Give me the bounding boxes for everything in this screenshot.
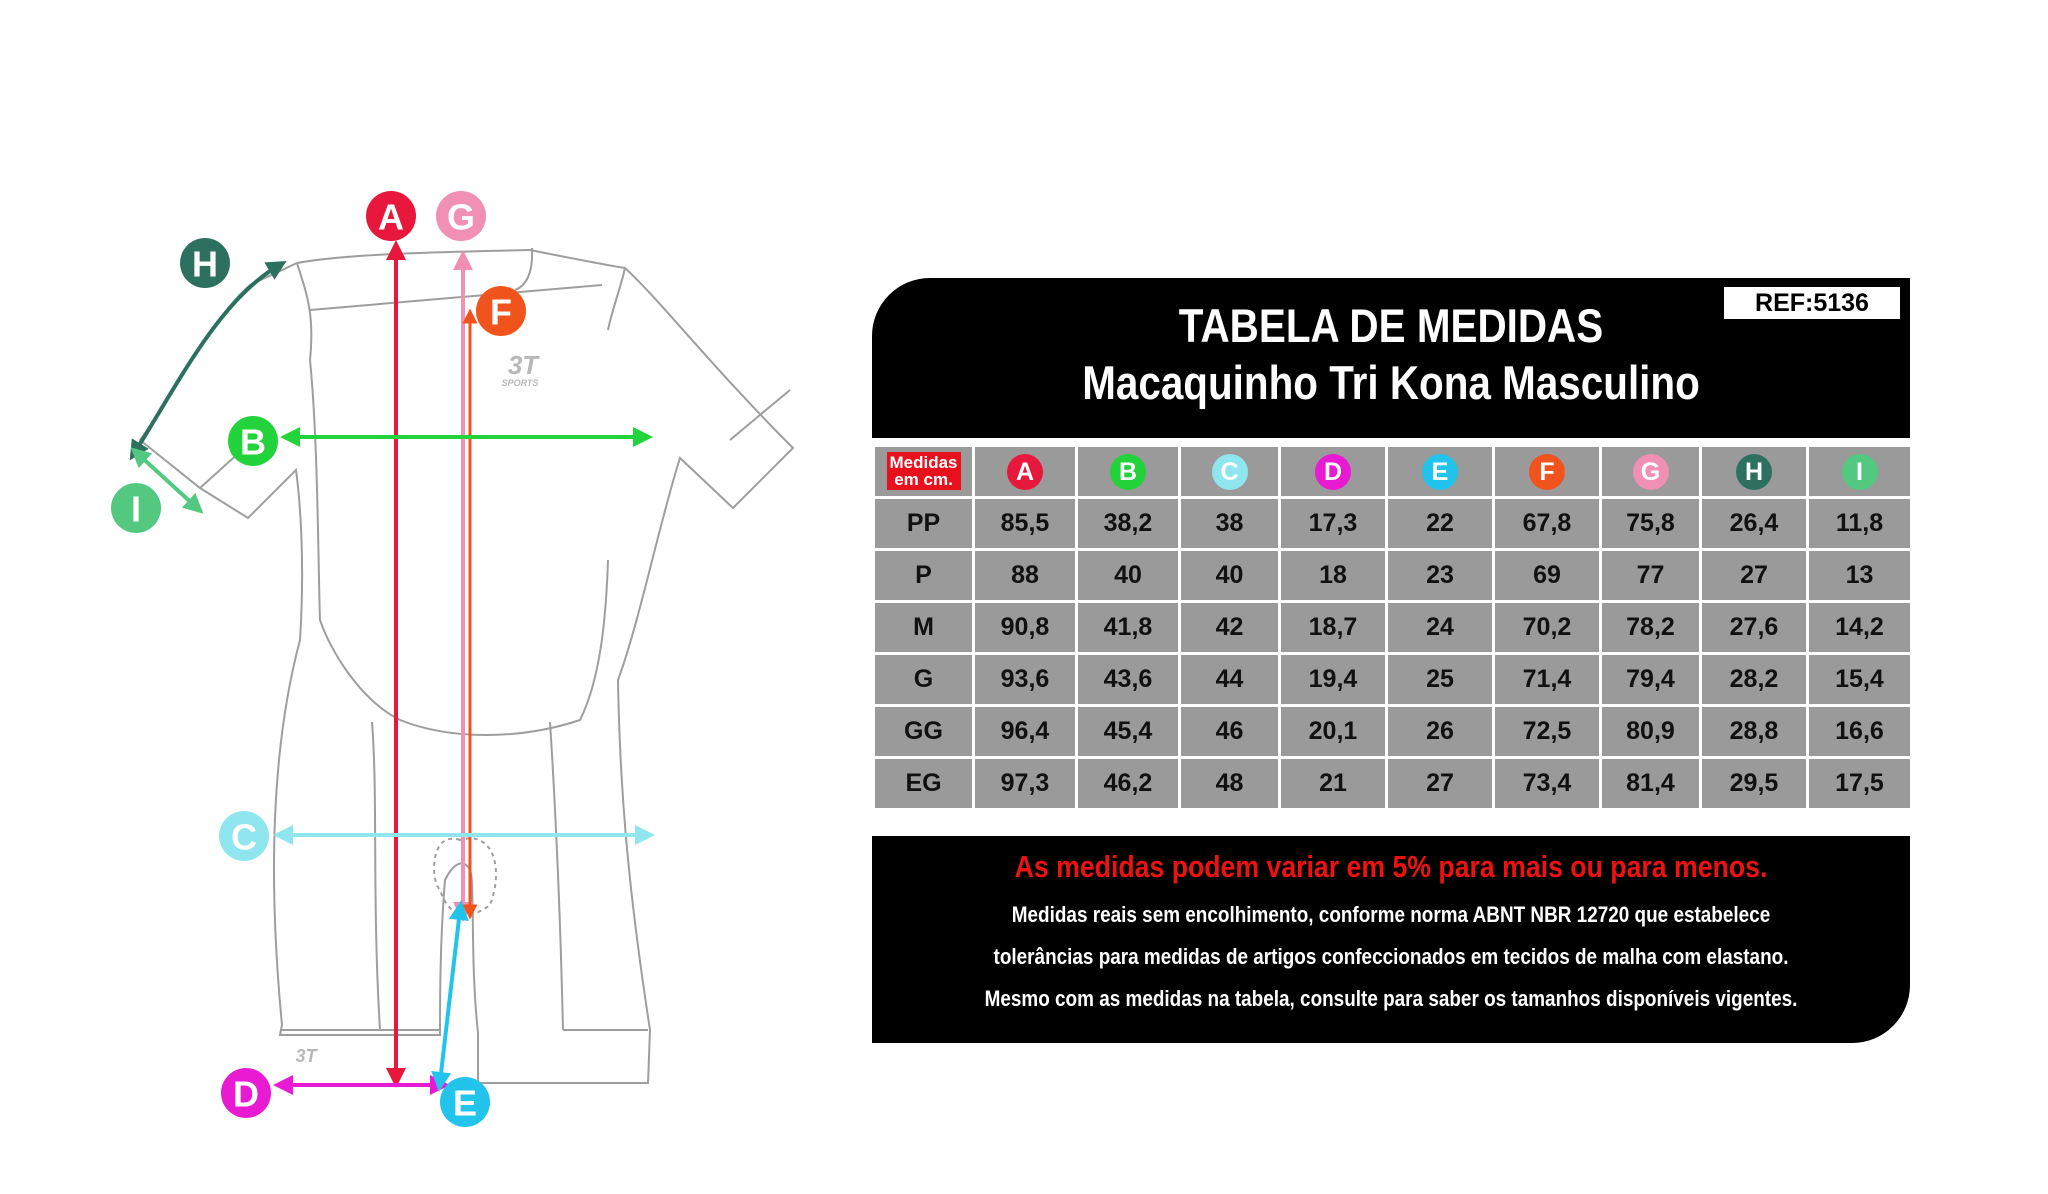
svg-text:3T: 3T [507, 350, 539, 380]
table-header [872, 278, 1910, 438]
size-cell: PP [874, 498, 974, 550]
size-table-panel [872, 278, 1910, 1043]
value-cell: 75,8 [1601, 498, 1701, 550]
value-cell: 23 [1387, 550, 1494, 602]
value-cell: 93,6 [974, 654, 1077, 706]
column-header-e [1387, 446, 1494, 498]
value-cell: 80,9 [1601, 706, 1701, 758]
size-cell: EG [874, 758, 974, 810]
value-cell: 73,4 [1494, 758, 1601, 810]
units-header-cell [874, 446, 974, 498]
column-badge: B [1110, 454, 1146, 490]
svg-text:A: A [378, 196, 404, 238]
brand-logo-leg [295, 1046, 318, 1066]
svg-text:B: B [240, 421, 266, 463]
note-line-3: Mesmo com as medidas na tabela, consulte para saber os tamanhos disponíveis vigentes. [984, 986, 1798, 1011]
value-cell: 45,4 [1077, 706, 1180, 758]
value-cell: 27 [1701, 550, 1808, 602]
value-cell: 40 [1077, 550, 1180, 602]
column-header-c [1180, 446, 1280, 498]
svg-text:H: H [192, 243, 218, 285]
ref-label: REF:5136 [1724, 287, 1900, 319]
svg-text:F: F [490, 291, 512, 333]
value-cell: 46,2 [1077, 758, 1180, 810]
value-cell: 90,8 [974, 602, 1077, 654]
column-badge: I [1842, 454, 1878, 490]
svg-text:3T: 3T [295, 1046, 317, 1066]
column-badge: G [1633, 454, 1669, 490]
value-cell: 26,4 [1701, 498, 1808, 550]
table-subtitle: Macaquinho Tri Kona Masculino [1082, 356, 1700, 409]
svg-text:SPORTS: SPORTS [501, 378, 539, 388]
value-cell: 67,8 [1494, 498, 1601, 550]
marker-i [111, 483, 161, 533]
measurement-lines [135, 250, 645, 1085]
value-cell: 42 [1180, 602, 1280, 654]
value-cell: 81,4 [1601, 758, 1701, 810]
marker-c [219, 811, 269, 861]
brand-logo-chest [502, 350, 541, 388]
value-cell: 78,2 [1601, 602, 1701, 654]
units-label-line1: Medidas [889, 452, 958, 472]
table-row [874, 758, 1912, 810]
value-cell: 41,8 [1077, 602, 1180, 654]
svg-text:D: D [233, 1073, 259, 1115]
column-header-h [1701, 446, 1808, 498]
column-badge: H [1736, 454, 1772, 490]
column-header-f [1494, 446, 1601, 498]
value-cell: 18,7 [1280, 602, 1387, 654]
value-cell: 96,4 [974, 706, 1077, 758]
value-cell: 70,2 [1494, 602, 1601, 654]
column-badge: F [1529, 454, 1565, 490]
table-row [874, 602, 1912, 654]
value-cell: 17,5 [1808, 758, 1912, 810]
marker-e [440, 1077, 490, 1127]
table-row [874, 550, 1912, 602]
column-badge: A [1007, 454, 1043, 490]
value-cell: 88 [974, 550, 1077, 602]
value-cell: 71,4 [1494, 654, 1601, 706]
value-cell: 85,5 [974, 498, 1077, 550]
marker-h [180, 238, 230, 288]
marker-g [436, 191, 486, 241]
marker-b [228, 416, 278, 466]
value-cell: 40 [1180, 550, 1280, 602]
column-header-g [1601, 446, 1701, 498]
table-row [874, 498, 1912, 550]
value-cell: 11,8 [1808, 498, 1912, 550]
column-header-b [1077, 446, 1180, 498]
column-header-a [974, 446, 1077, 498]
value-cell: 14,2 [1808, 602, 1912, 654]
note-line-1: Medidas reais sem encolhimento, conforme norma ABNT NBR 12720 que estabelece [1011, 902, 1771, 927]
value-cell: 27 [1387, 758, 1494, 810]
value-cell: 29,5 [1701, 758, 1808, 810]
value-cell: 17,3 [1280, 498, 1387, 550]
value-cell: 72,5 [1494, 706, 1601, 758]
svg-text:E: E [452, 1082, 478, 1124]
table-row [874, 706, 1912, 758]
column-header-i [1808, 446, 1912, 498]
size-cell: M [874, 602, 974, 654]
value-cell: 97,3 [974, 758, 1077, 810]
table-header-row [874, 446, 1912, 498]
value-cell: 15,4 [1808, 654, 1912, 706]
value-cell: 13 [1808, 550, 1912, 602]
value-cell: 21 [1280, 758, 1387, 810]
value-cell: 43,6 [1077, 654, 1180, 706]
value-cell: 79,4 [1601, 654, 1701, 706]
value-cell: 24 [1387, 602, 1494, 654]
value-cell: 38 [1180, 498, 1280, 550]
value-cell: 46 [1180, 706, 1280, 758]
svg-text:I: I [130, 488, 142, 530]
value-cell: 27,6 [1701, 602, 1808, 654]
column-badge: E [1422, 454, 1458, 490]
value-cell: 44 [1180, 654, 1280, 706]
note-line-2: tolerâncias para medidas de artigos confeccionados em tecidos de malha com elastano. [993, 944, 1789, 969]
column-badge: C [1212, 454, 1248, 490]
units-badge [887, 452, 961, 490]
value-cell: 28,8 [1701, 706, 1808, 758]
value-cell: 28,2 [1701, 654, 1808, 706]
value-cell: 16,6 [1808, 706, 1912, 758]
table-row [874, 654, 1912, 706]
column-badge: D [1315, 454, 1351, 490]
svg-text:C: C [231, 816, 257, 858]
size-cell: P [874, 550, 974, 602]
value-cell: 20,1 [1280, 706, 1387, 758]
units-label-line2: em cm. [894, 469, 953, 489]
value-cell: 48 [1180, 758, 1280, 810]
column-header-d [1280, 446, 1387, 498]
value-cell: 26 [1387, 706, 1494, 758]
marker-a [366, 191, 416, 241]
marker-f [476, 286, 526, 336]
value-cell: 38,2 [1077, 498, 1180, 550]
value-cell: 77 [1601, 550, 1701, 602]
measurements-table [872, 444, 1913, 811]
size-cell: G [874, 654, 974, 706]
size-cell: GG [874, 706, 974, 758]
svg-text:G: G [446, 196, 476, 238]
value-cell: 25 [1387, 654, 1494, 706]
notes-box [872, 836, 1910, 1043]
value-cell: 18 [1280, 550, 1387, 602]
value-cell: 69 [1494, 550, 1601, 602]
table-title: TABELA DE MEDIDAS [1178, 299, 1604, 352]
value-cell: 22 [1387, 498, 1494, 550]
garment-outline [140, 248, 793, 1083]
tolerance-warning: As medidas podem variar em 5% para mais ou para menos. [1014, 849, 1768, 884]
marker-d [221, 1068, 271, 1118]
line-e [440, 910, 460, 1082]
value-cell: 19,4 [1280, 654, 1387, 706]
